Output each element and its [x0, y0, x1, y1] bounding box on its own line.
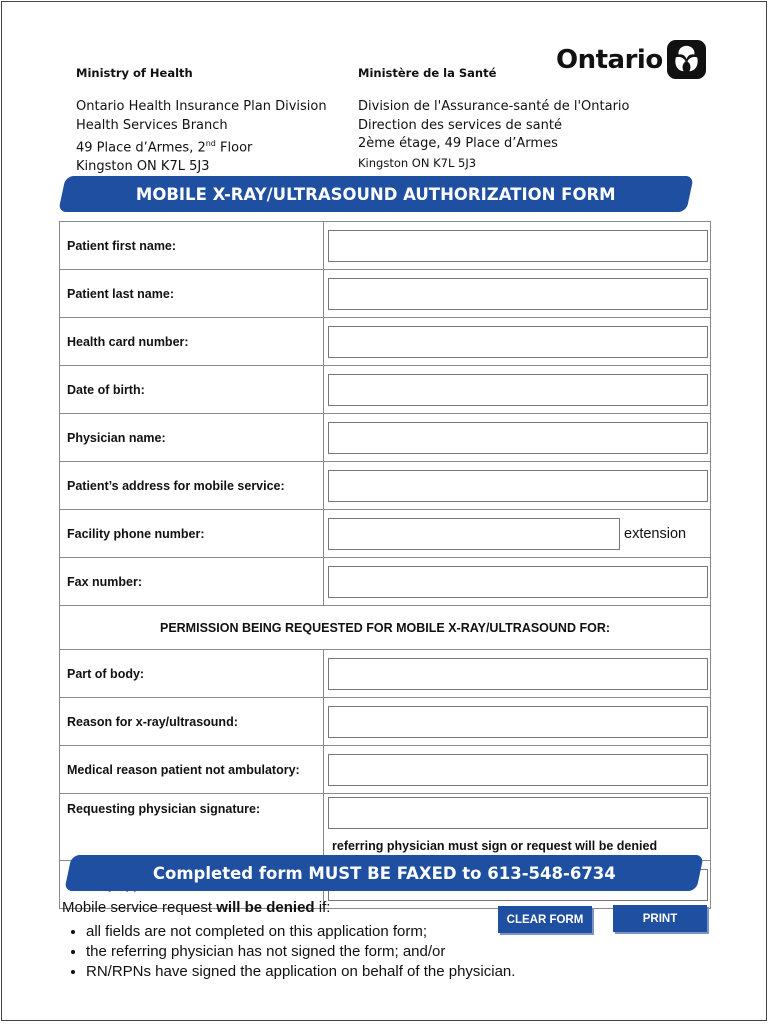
header-english	[76, 66, 327, 176]
row-reason	[60, 698, 711, 746]
label-phone: Facility phone number:	[60, 510, 324, 558]
form-title: MOBILE X-RAY/ULTRASOUND AUTHORIZATION FORM	[136, 184, 616, 204]
street-en-text: 49 Place d’Armes, 2	[76, 140, 206, 156]
logo-wordmark: Ontario	[556, 44, 663, 75]
physician-input[interactable]	[328, 422, 708, 454]
label-physician: Physician name:	[60, 414, 324, 462]
fax-banner	[64, 855, 704, 891]
branch-fr: Direction des services de santé	[358, 117, 562, 133]
print-button[interactable]: PRINT	[613, 905, 707, 932]
label-health-card: Health card number:	[60, 318, 324, 366]
row-physician	[60, 414, 711, 462]
extension-label: extension	[624, 525, 687, 542]
division-fr: Division de l'Assurance-santé de l'Ontario	[358, 99, 630, 114]
city-fr: Kingston ON K7L 5J3	[358, 155, 477, 170]
last-name-input[interactable]	[328, 278, 708, 310]
label-first-name: Patient first name:	[60, 222, 324, 270]
row-health-card	[60, 318, 711, 366]
street-en-floor: Floor	[215, 140, 253, 156]
denial-lead	[62, 899, 515, 916]
authorization-form-table	[59, 221, 711, 909]
first-name-input[interactable]	[328, 230, 708, 262]
body-part-input[interactable]	[328, 658, 708, 690]
phone-group	[328, 518, 708, 550]
row-last-name	[60, 270, 711, 318]
denial-lead-end: if:	[314, 899, 331, 916]
clear-form-button[interactable]: CLEAR FORM	[498, 906, 592, 933]
ontario-logo	[556, 40, 706, 79]
row-body-part	[60, 650, 711, 698]
division-en: Ontario Health Insurance Plan Division	[76, 99, 327, 114]
denial-item: • all fields are not completed on this application form;	[86, 922, 515, 942]
fax-instruction: Completed form MUST BE FAXED to 613-548-6734	[152, 863, 616, 883]
row-fax	[60, 558, 711, 606]
label-body-part: Part of body:	[60, 650, 324, 698]
denial-lead-bold: will be denied	[216, 899, 315, 916]
label-medical-reason: Medical reason patient not ambulatory:	[60, 746, 324, 794]
ministry-name-fr: Ministère de la Santé	[358, 66, 497, 80]
phone-input[interactable]	[328, 518, 620, 550]
street-en	[76, 135, 327, 158]
denial-list	[62, 922, 515, 982]
city-en: Kingston ON K7L 5J3	[76, 158, 210, 174]
dob-input[interactable]	[328, 374, 708, 406]
street-fr: 2ème étage, 49 Place d’Armes	[358, 136, 558, 151]
permission-heading: PERMISSION BEING REQUESTED FOR MOBILE X-RAY/ULTRASOUND FOR:	[60, 606, 711, 650]
label-last-name: Patient last name:	[60, 270, 324, 318]
denial-item: • the referring physician has not signed the form; and/or	[86, 942, 515, 962]
label-address: Patient’s address for mobile service:	[60, 462, 324, 510]
form-title-banner	[58, 176, 694, 212]
ontario-trillium-icon	[667, 40, 706, 79]
label-dob: Date of birth:	[60, 366, 324, 414]
row-dob	[60, 366, 711, 414]
row-permission-heading	[60, 606, 711, 650]
denial-lead-text: Mobile service request	[62, 899, 217, 916]
header-french	[358, 66, 630, 172]
row-signature	[60, 794, 711, 861]
label-reason: Reason for x-ray/ultrasound:	[60, 698, 324, 746]
label-signature: Requesting physician signature:	[60, 794, 324, 861]
denial-notes	[62, 899, 515, 982]
reason-input[interactable]	[328, 706, 708, 738]
street-en-ordinal: nd	[205, 139, 216, 148]
row-address	[60, 462, 711, 510]
fax-input[interactable]	[328, 566, 708, 598]
branch-en: Health Services Branch	[76, 117, 228, 133]
signature-input[interactable]	[328, 797, 708, 829]
health-card-input[interactable]	[328, 326, 708, 358]
row-phone	[60, 510, 711, 558]
row-first-name	[60, 222, 711, 270]
label-fax: Fax number:	[60, 558, 324, 606]
medical-reason-input[interactable]	[328, 754, 708, 786]
signature-note: referring physician must sign or request will be denied	[332, 839, 658, 853]
address-input[interactable]	[328, 470, 708, 502]
row-medical-reason	[60, 746, 711, 794]
denial-item: • RN/RPNs have signed the application on behalf of the physician.	[86, 962, 515, 982]
ministry-name-en: Ministry of Health	[76, 66, 193, 80]
